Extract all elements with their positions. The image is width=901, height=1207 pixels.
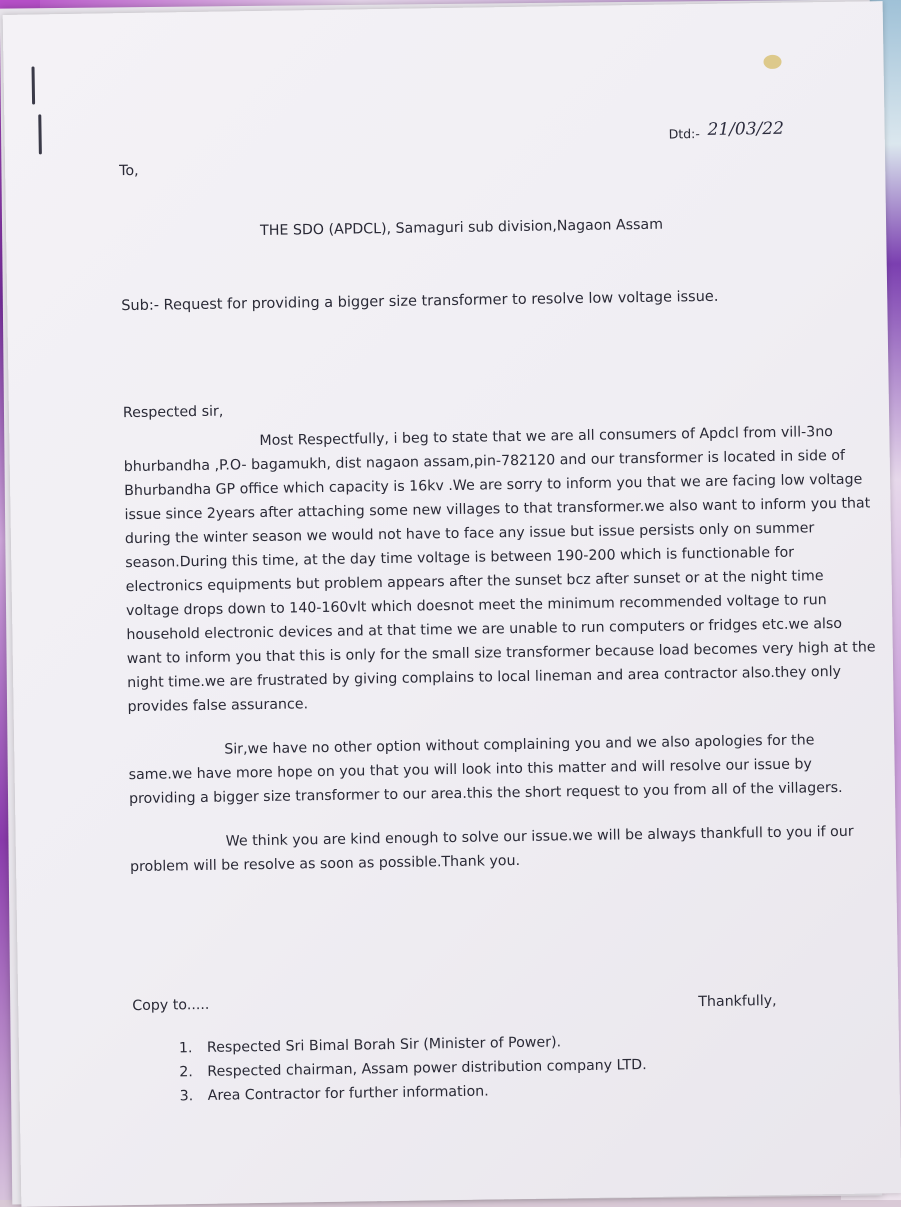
paragraph-line: want to inform you that this is only for the small size transformer because load becomes very high at the bbox=[126, 639, 876, 668]
paragraph-line: night time.we are frustrated by giving complains to local lineman and area contractor also.they only bbox=[127, 663, 842, 692]
paragraph-line: providing a bigger size transformer to our area.this the short request to you from all of the villagers. bbox=[128, 779, 843, 808]
paragraph-line: same.we have more hope on you that you will look into this matter and will resolve our issue by bbox=[128, 756, 813, 784]
paragraph-line: electronics equipments but problem appears after the sunset bcz after sunset or at the night time bbox=[125, 568, 824, 596]
list-text: Area Contractor for further information. bbox=[207, 1083, 489, 1104]
copy-to-label: Copy to..... bbox=[132, 996, 210, 1015]
paragraph-line: during the winter season we would not have to face any issue but issue persists only on summer bbox=[124, 520, 815, 548]
list-number: 3. bbox=[179, 1088, 194, 1105]
greeting: Respected sir, bbox=[122, 403, 224, 422]
paragraph-line: problem will be resolve as soon as possible.Thank you. bbox=[129, 852, 521, 876]
list-number: 1. bbox=[178, 1040, 193, 1057]
paragraph-line: season.During this time, at the day time voltage is between 190-200 which is functionable for bbox=[125, 544, 795, 572]
paragraph-line: We think you are kind enough to solve our issue.we will be always thankfull to you if our bbox=[225, 823, 854, 850]
closing: Thankfully, bbox=[698, 992, 777, 1011]
letter-page bbox=[3, 1, 901, 1207]
salutation-to: To, bbox=[119, 162, 139, 180]
pen-mark bbox=[32, 66, 36, 104]
recipient-line: THE SDO (APDCL), Samaguri sub division,Nagaon Assam bbox=[259, 216, 664, 239]
list-number: 2. bbox=[179, 1064, 193, 1081]
paragraph-line: Bhurbandha GP office which capacity is 16kv .We are sorry to inform you that we are facing low voltage bbox=[124, 471, 863, 500]
pen-mark bbox=[38, 114, 42, 154]
paragraph-line: provides false assurance. bbox=[127, 696, 309, 716]
paragraph-line: household electronic devices and at that time we are unable to run computers or fridges etc.we also bbox=[126, 615, 843, 644]
date-label: Dtd:- bbox=[668, 126, 700, 142]
subject-line: Sub:- Request for providing a bigger size transformer to resolve low voltage issue. bbox=[121, 288, 719, 315]
list-text: Respected chairman, Assam power distribution company LTD. bbox=[207, 1057, 647, 1080]
paragraph-line: Most Respectfully, i beg to state that we are all consumers of Apdcl from vill-3no bbox=[259, 423, 834, 450]
stain-mark bbox=[763, 55, 781, 69]
paragraph-line: Sir,we have no other option without complaining you and we also apologies for the bbox=[224, 732, 815, 758]
handwritten-date: 21/03/22 bbox=[707, 118, 785, 140]
paragraph-line: voltage drops down to 140-160vlt which doesnot meet the minimum recommended voltage to run bbox=[125, 592, 827, 620]
paragraph-line: issue since 2years after attaching some new villages to that transformer.we also want to inform you that bbox=[124, 495, 871, 524]
list-text: Respected Sri Bimal Borah Sir (Minister of Power). bbox=[206, 1034, 562, 1056]
paragraph-line: bhurbandha ,P.O- bagamukh, dist nagaon assam,pin-782120 and our transformer is located in side of bbox=[123, 447, 846, 476]
